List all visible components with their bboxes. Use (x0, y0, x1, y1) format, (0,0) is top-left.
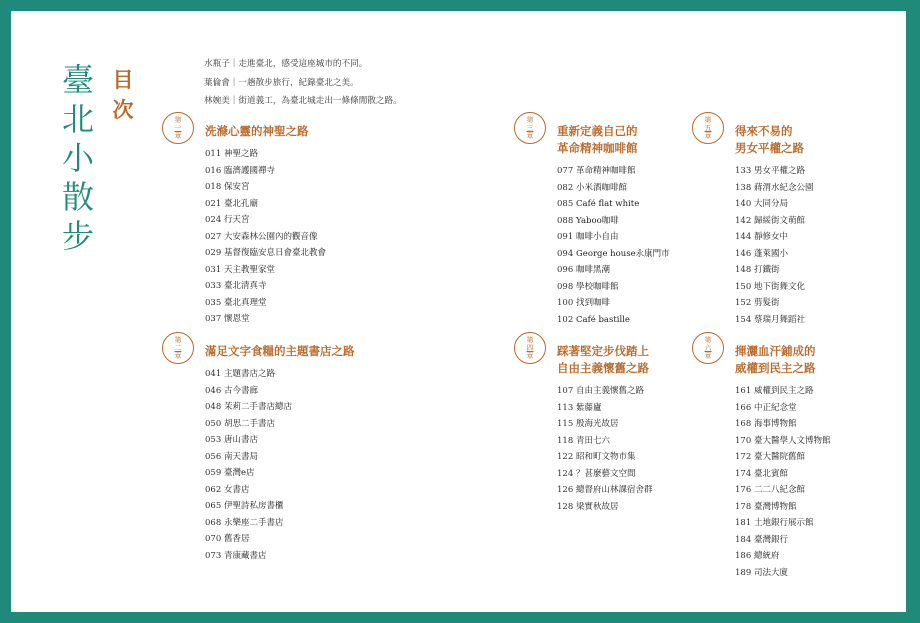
toc-entry-name: 蓬萊國小 (754, 248, 789, 259)
toc-entry (557, 180, 670, 197)
toc-entry-page: 056 (205, 451, 222, 462)
toc-entry (735, 400, 831, 417)
toc-entry-name: 男女平權之路 (754, 166, 806, 176)
chapter-section (174, 336, 355, 564)
chapter-badge-char: 章 (174, 352, 182, 360)
toc-entry-name: 臺北真理堂 (224, 297, 267, 308)
toc-entry (205, 482, 355, 499)
toc-entry-page: 070 (205, 534, 222, 544)
toc-entry (205, 146, 326, 163)
toc-entry (205, 432, 355, 449)
toc-entry-name: 打鐵街 (754, 265, 780, 275)
intro-block (204, 55, 402, 111)
toc-entry (557, 246, 670, 263)
toc-entry (735, 163, 814, 180)
toc-entry (557, 499, 653, 516)
toc-entry-page: 035 (205, 297, 222, 308)
chapter-badge-char: 第 (526, 336, 534, 344)
toc-entry-page: 174 (735, 468, 752, 479)
toc-entry (205, 449, 355, 466)
toc-entry-name: 唐山書店 (224, 435, 259, 445)
toc-entry-name: 臺北清真寺 (224, 281, 267, 291)
chapter-badge-char: 章 (704, 132, 712, 140)
toc-entry (205, 163, 326, 180)
toc-entry-page: 082 (557, 182, 574, 193)
toc-entry-name: 咖啡黑潮 (576, 265, 611, 275)
chapter-title: 革命精神咖啡館 (557, 141, 638, 155)
toc-entry (735, 433, 831, 450)
toc-entry-name: 蔡瑞月舞蹈社 (754, 314, 806, 325)
toc-entry-page: 181 (735, 518, 752, 528)
toc-entry (557, 383, 653, 400)
toc-entry (557, 262, 670, 279)
toc-entry (205, 366, 355, 383)
chapter-title: 自由主義懷舊之路 (557, 361, 649, 375)
chapter-badge-char: 第 (174, 116, 182, 124)
toc-entry-page: 046 (205, 385, 222, 396)
toc-entry-page: 154 (735, 314, 752, 325)
chapter-title: 重新定義自己的 (557, 124, 638, 138)
toc-entry-name: 主題書店之路 (224, 369, 276, 379)
toc-entry-name: 神聖之路 (224, 149, 259, 159)
chapter-title: 揮灑血汗鋪成的 (735, 344, 816, 358)
chapter-section (526, 116, 670, 328)
toc-entry-page: 146 (735, 248, 752, 259)
toc-entry-name: Café flat white (576, 199, 640, 209)
toc-entry-page: 096 (557, 265, 574, 275)
toc-entry-page: 168 (735, 419, 752, 429)
toc-entry (557, 449, 653, 466)
toc-entry-name: ？甚麼藝文空間 (576, 468, 636, 479)
toc-entry-page: 091 (557, 232, 574, 242)
toc-entry (205, 399, 355, 416)
toc-entry-page: 073 (205, 550, 222, 561)
toc-entry (735, 246, 814, 263)
toc-entry-page: 186 (735, 551, 752, 561)
toc-entry (557, 416, 653, 433)
toc-entry-page: 128 (557, 501, 574, 512)
chapter-section (704, 336, 831, 581)
toc-entry-name: Café bastille (576, 314, 630, 325)
toc-entry (735, 499, 831, 516)
toc-entry-page: 184 (735, 534, 752, 545)
toc-entry (205, 465, 355, 482)
toc-entry-page: 053 (205, 435, 222, 445)
toc-entry-name: 永樂座二手書店 (224, 517, 284, 528)
toc-entry-page: 018 (205, 182, 222, 192)
toc-entry (557, 196, 670, 213)
toc-entry (205, 212, 326, 229)
toc-entry-name: 二二八紀念館 (754, 485, 806, 495)
toc-entry (557, 466, 653, 483)
toc-entry-name: 找到咖啡 (576, 298, 611, 308)
toc-entry (205, 196, 326, 213)
toc-entry-page: 085 (557, 199, 574, 209)
toc-entry (557, 482, 653, 499)
toc-entry-name: 昭和町文物市集 (576, 452, 636, 462)
toc-entry (205, 229, 326, 246)
toc-entry-name: 基督復臨安息日會臺北教會 (224, 248, 327, 258)
toc-entry-name: 紫藤廬 (576, 402, 602, 413)
toc-entry-page: 142 (735, 215, 752, 226)
toc-entry-name: 海事博物館 (754, 419, 797, 429)
chapter-entry-list (205, 366, 355, 564)
toc-label: 目次 (112, 67, 134, 122)
toc-entry (205, 498, 355, 515)
toc-entry-name: 咖啡小自由 (576, 232, 619, 242)
toc-entry-page: 088 (557, 215, 574, 226)
toc-entry (557, 229, 670, 246)
toc-entry (205, 179, 326, 196)
toc-entry (557, 213, 670, 230)
chapter-badge (514, 332, 546, 364)
toc-entry-page: 152 (735, 298, 752, 308)
toc-entry (205, 515, 355, 532)
toc-entry-name: 臺灣博物館 (754, 501, 797, 512)
toc-entry-page: 033 (205, 281, 222, 291)
toc-page (11, 11, 906, 612)
toc-entry-name: 學校咖啡館 (576, 281, 619, 292)
toc-entry (735, 383, 831, 400)
toc-entry-name: 殷海光故居 (576, 419, 619, 429)
toc-entry (205, 311, 326, 328)
chapter-section (704, 116, 814, 328)
toc-entry (735, 180, 814, 197)
chapter-title: 洗滌心靈的神聖之路 (205, 124, 309, 138)
toc-entry-name: 總督府山林課宿舍群 (576, 485, 653, 495)
toc-entry-name: 革命精神咖啡館 (576, 166, 636, 176)
chapter-section (174, 116, 327, 328)
toc-entry-page: 113 (557, 402, 574, 413)
toc-entry-name: 胡思二手書店 (224, 418, 276, 429)
chapter-badge-char: 章 (704, 352, 712, 360)
chapter-badge (692, 112, 724, 144)
toc-entry (735, 262, 814, 279)
toc-entry-page: 140 (735, 199, 752, 209)
toc-entry-page: 148 (735, 265, 752, 275)
toc-entry-name: 臺灣銀行 (754, 534, 789, 545)
toc-entry (735, 565, 831, 582)
toc-entry-name: 臨濟護國禪寺 (224, 165, 276, 176)
intro-line: 葉倫會｜一趟散步旅行，紀錄臺北之美。 (204, 77, 359, 88)
toc-entry-page: 065 (205, 501, 222, 511)
toc-entry-page: 144 (735, 232, 752, 242)
toc-entry-page: 059 (205, 468, 222, 478)
toc-entry-name: 地下街舞文化 (754, 281, 806, 292)
toc-entry-name: 靜修女中 (754, 232, 789, 242)
toc-entry (735, 482, 831, 499)
chapter-badge-char: 三 (526, 124, 534, 132)
toc-entry-name: 青康藏書店 (224, 550, 267, 561)
chapter-badge-char: 四 (526, 344, 534, 352)
toc-entry (557, 312, 670, 329)
toc-entry-name: 小米酒咖啡館 (576, 182, 628, 193)
toc-entry-name: 臺北孔廟 (224, 198, 259, 209)
toc-entry (557, 163, 670, 180)
toc-entry-page: 016 (205, 165, 222, 176)
chapter-title: 得來不易的 (735, 124, 793, 138)
toc-entry-page: 062 (205, 484, 222, 495)
toc-entry-name: 臺北賓館 (754, 468, 789, 479)
toc-entry-page: 115 (557, 419, 574, 429)
toc-entry-page: 107 (557, 386, 574, 396)
toc-entry-name: 大安森林公園內的觀音像 (224, 231, 318, 242)
toc-entry (735, 416, 831, 433)
toc-entry-name: 保安宮 (224, 182, 250, 192)
toc-entry-name: George house永康門市 (576, 248, 670, 259)
toc-entry (735, 213, 814, 230)
toc-entry-page: 031 (205, 264, 222, 275)
toc-entry (205, 548, 355, 565)
intro-line: 林婉美｜街道義工，為臺北城走出一條條閒散之路。 (204, 96, 402, 106)
toc-entry (735, 295, 814, 312)
toc-entry (557, 295, 670, 312)
toc-entry (205, 262, 326, 279)
toc-entry-page: 124 (557, 468, 574, 479)
toc-entry-page: 133 (735, 166, 752, 176)
chapter-title: 踩著堅定步伐踏上 (557, 344, 649, 358)
toc-entry-page: 176 (735, 485, 752, 495)
toc-entry (735, 229, 814, 246)
toc-entry (205, 531, 355, 548)
toc-entry-name: 古今書廊 (224, 385, 259, 396)
toc-entry-name: 總統府 (754, 551, 780, 561)
toc-entry-page: 161 (735, 386, 752, 396)
toc-entry-page: 011 (205, 149, 222, 159)
toc-entry (735, 449, 831, 466)
intro-line: 水瓶子｜走進臺北，感受這座城市的不同。 (204, 59, 368, 69)
chapter-entry-list (205, 146, 326, 328)
toc-entry-name: 司法大廈 (754, 567, 789, 578)
chapter-badge-char: 章 (174, 132, 182, 140)
chapter-badge-char: 一 (174, 124, 182, 132)
chapter-badge-char: 五 (704, 124, 712, 132)
chapter-badge-char: 第 (704, 336, 712, 344)
toc-entry (205, 245, 326, 262)
chapter-badge-char: 第 (526, 116, 534, 124)
toc-entry (205, 278, 326, 295)
chapter-badge-char: 第 (174, 336, 182, 344)
toc-entry-page: 102 (557, 314, 574, 325)
toc-entry (205, 416, 355, 433)
toc-entry-page: 172 (735, 452, 752, 462)
toc-entry-page: 189 (735, 567, 752, 578)
toc-entry-name: 臺大醫學人文博物館 (754, 435, 831, 446)
toc-entry-name: 臺灣e店 (224, 468, 255, 478)
toc-entry-page: 138 (735, 182, 752, 193)
toc-entry-page: 037 (205, 314, 222, 324)
chapter-badge-char: 章 (526, 352, 534, 360)
toc-entry-page: 027 (205, 231, 222, 242)
toc-entry-page: 021 (205, 198, 222, 209)
toc-entry (735, 532, 831, 549)
toc-entry (735, 548, 831, 565)
chapter-entry-list (557, 163, 670, 328)
toc-entry (735, 196, 814, 213)
chapter-badge (162, 332, 194, 364)
toc-entry-name: 剪髮街 (754, 298, 780, 308)
book-title: 臺北小散步 (61, 61, 94, 255)
toc-entry-name: 臺大醫院舊館 (754, 452, 806, 462)
chapter-badge (162, 112, 194, 144)
toc-entry-name: 自由主義懷舊之路 (576, 386, 645, 396)
chapter-title: 滿足文字食糧的主題書店之路 (205, 344, 355, 358)
toc-entry (735, 466, 831, 483)
toc-entry-page: 050 (205, 418, 222, 429)
chapter-badge (514, 112, 546, 144)
toc-entry-name: 南天書局 (224, 451, 259, 462)
chapter-entry-list (557, 383, 653, 515)
toc-entry (557, 433, 653, 450)
toc-entry-name: 青田七六 (576, 435, 611, 446)
toc-entry (557, 400, 653, 417)
toc-entry-name: 蔣渭水紀念公園 (754, 182, 814, 193)
toc-entry-page: 094 (557, 248, 574, 259)
toc-entry-page: 041 (205, 369, 222, 379)
toc-entry-page: 029 (205, 248, 222, 258)
toc-entry-page: 048 (205, 402, 222, 412)
toc-entry-page: 068 (205, 517, 222, 528)
toc-entry (735, 279, 814, 296)
toc-entry (205, 295, 326, 312)
toc-entry-page: 024 (205, 215, 222, 225)
toc-entry-name: 土地銀行展示館 (754, 518, 814, 528)
toc-entry-name: 舊香居 (224, 534, 250, 544)
chapter-entry-list (735, 163, 814, 328)
toc-entry (735, 515, 831, 532)
toc-entry-page: 150 (735, 281, 752, 292)
toc-entry-name: 天主教聖家堂 (224, 264, 276, 275)
chapter-title: 男女平權之路 (735, 141, 804, 155)
toc-entry-page: 118 (557, 435, 574, 446)
toc-entry-name: 茉莉二手書店總店 (224, 402, 293, 412)
toc-entry-page: 077 (557, 166, 574, 176)
toc-entry-name: 歸綏街文萌館 (754, 215, 806, 226)
toc-entry-page: 178 (735, 501, 752, 512)
toc-entry-page: 170 (735, 435, 752, 446)
toc-entry-name: 行天宮 (224, 215, 250, 225)
toc-entry-name: 中正紀念堂 (754, 402, 797, 413)
chapter-badge (692, 332, 724, 364)
toc-entry-name: 威權到民主之路 (754, 386, 814, 396)
toc-entry-page: 100 (557, 298, 574, 308)
chapter-badge-char: 二 (174, 344, 182, 352)
chapter-title: 威權到民主之路 (735, 361, 816, 375)
toc-entry-name: 伊聖詩私房書櫃 (224, 501, 284, 511)
toc-entry (557, 279, 670, 296)
chapter-badge-char: 章 (526, 132, 534, 140)
toc-entry-name: 懷恩堂 (224, 314, 250, 324)
chapter-entry-list (735, 383, 831, 581)
toc-entry-page: 126 (557, 485, 574, 495)
toc-entry (735, 312, 814, 329)
chapter-section (526, 336, 653, 515)
toc-entry-name: 梁實秋故居 (576, 501, 619, 512)
toc-entry-name: 女書店 (224, 484, 250, 495)
chapter-badge-char: 六 (704, 344, 712, 352)
toc-entry (205, 383, 355, 400)
toc-entry-page: 098 (557, 281, 574, 292)
toc-entry-page: 122 (557, 452, 574, 462)
toc-entry-name: Yaboo咖啡 (576, 215, 619, 226)
toc-entry-page: 166 (735, 402, 752, 413)
toc-entry-name: 大同分局 (754, 199, 789, 209)
chapter-badge-char: 第 (704, 116, 712, 124)
